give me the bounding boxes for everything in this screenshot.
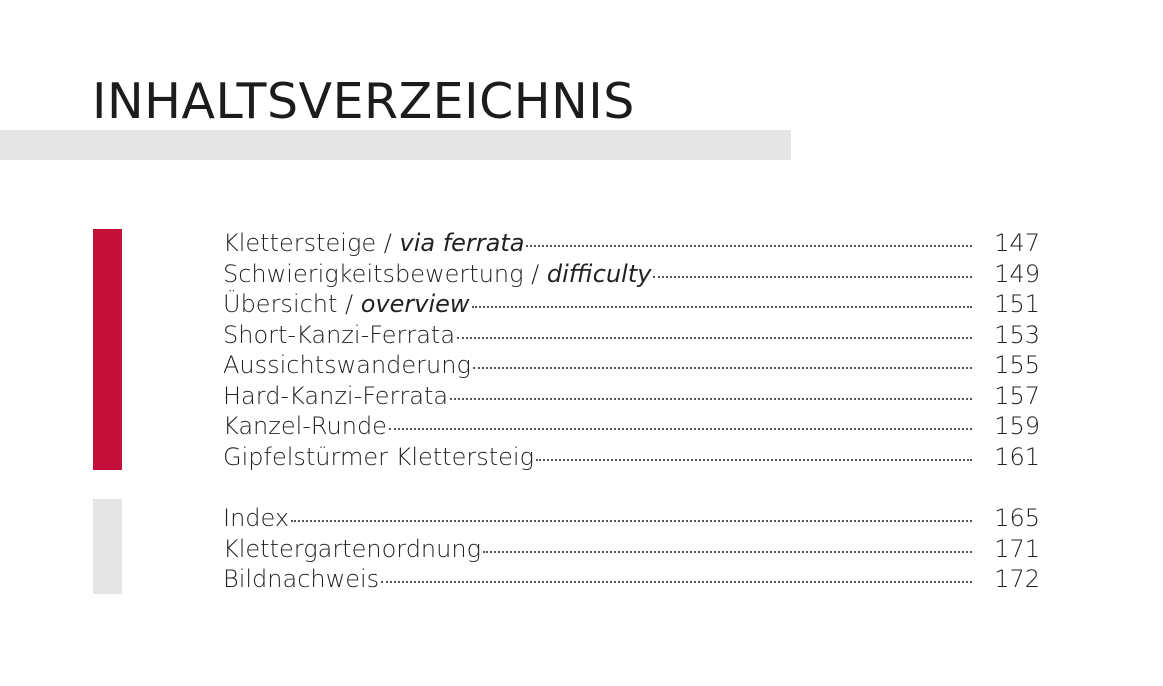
toc-entry[interactable]: [223, 503, 1040, 534]
dot-leader: [457, 336, 972, 339]
toc-entry-label: Hard-Kanzi-Ferrata: [223, 381, 449, 410]
toc-entry[interactable]: [223, 442, 1040, 473]
dot-leader: [473, 366, 972, 369]
dot-leader: [483, 550, 972, 553]
toc-entry[interactable]: [223, 411, 1040, 442]
toc-entry[interactable]: [223, 228, 1040, 259]
toc-entry[interactable]: [223, 259, 1040, 290]
toc-entry[interactable]: [223, 350, 1040, 381]
dot-leader: [381, 580, 972, 583]
toc-appendix-list: [223, 503, 1040, 595]
toc-page-number: 149: [994, 259, 1040, 288]
toc-entry-label: Short-Kanzi-Ferrata: [223, 320, 456, 349]
toc-entry-label: Aussichtswanderung: [223, 351, 471, 379]
toc-page-number: 165: [994, 504, 1040, 532]
toc-page-number: 153: [994, 320, 1040, 349]
toc-entry[interactable]: [223, 289, 1040, 320]
section-marker-red: [93, 229, 122, 470]
toc-page-number: 151: [994, 290, 1040, 318]
toc-page-number: 172: [994, 565, 1040, 593]
toc-entry-label: Klettergartenordnung: [223, 534, 481, 563]
toc-entry[interactable]: [223, 534, 1040, 565]
toc-entry-label: Schwierigkeitsbewertung / difficulty: [223, 259, 652, 288]
dot-leader: [653, 275, 972, 278]
toc-page-number: 159: [994, 412, 1040, 440]
toc-entry[interactable]: [223, 564, 1040, 595]
dot-leader: [536, 458, 972, 461]
section-marker-grey: [93, 499, 122, 594]
dot-leader: [389, 427, 972, 430]
toc-entry-label: Übersicht / overview: [223, 290, 470, 318]
toc-entry-label: Klettersteige / via ferrata: [223, 229, 525, 257]
toc-entry-label: Index: [223, 504, 290, 532]
toc-main-list: [223, 228, 1040, 472]
toc-page-number: 171: [994, 534, 1040, 563]
toc-entry-label: Gipfelstürmer Klettersteig: [223, 442, 534, 471]
toc-entry[interactable]: [223, 320, 1040, 351]
dot-leader: [450, 397, 972, 400]
toc-entry[interactable]: [223, 381, 1040, 412]
toc-entry-label: Bildnachweis: [223, 565, 380, 593]
toc-page-number: 147: [994, 229, 1040, 257]
dot-leader: [472, 305, 973, 308]
toc-page-number: 155: [994, 351, 1040, 379]
toc-page-number: 157: [994, 381, 1040, 410]
dot-leader: [526, 244, 972, 247]
dot-leader: [291, 519, 972, 522]
page-title: INHALTSVERZEICHNIS: [92, 73, 635, 130]
toc-entry-label: Kanzel-Runde: [223, 412, 387, 440]
title-underline-bar: [0, 130, 791, 160]
toc-page-number: 161: [994, 442, 1040, 471]
